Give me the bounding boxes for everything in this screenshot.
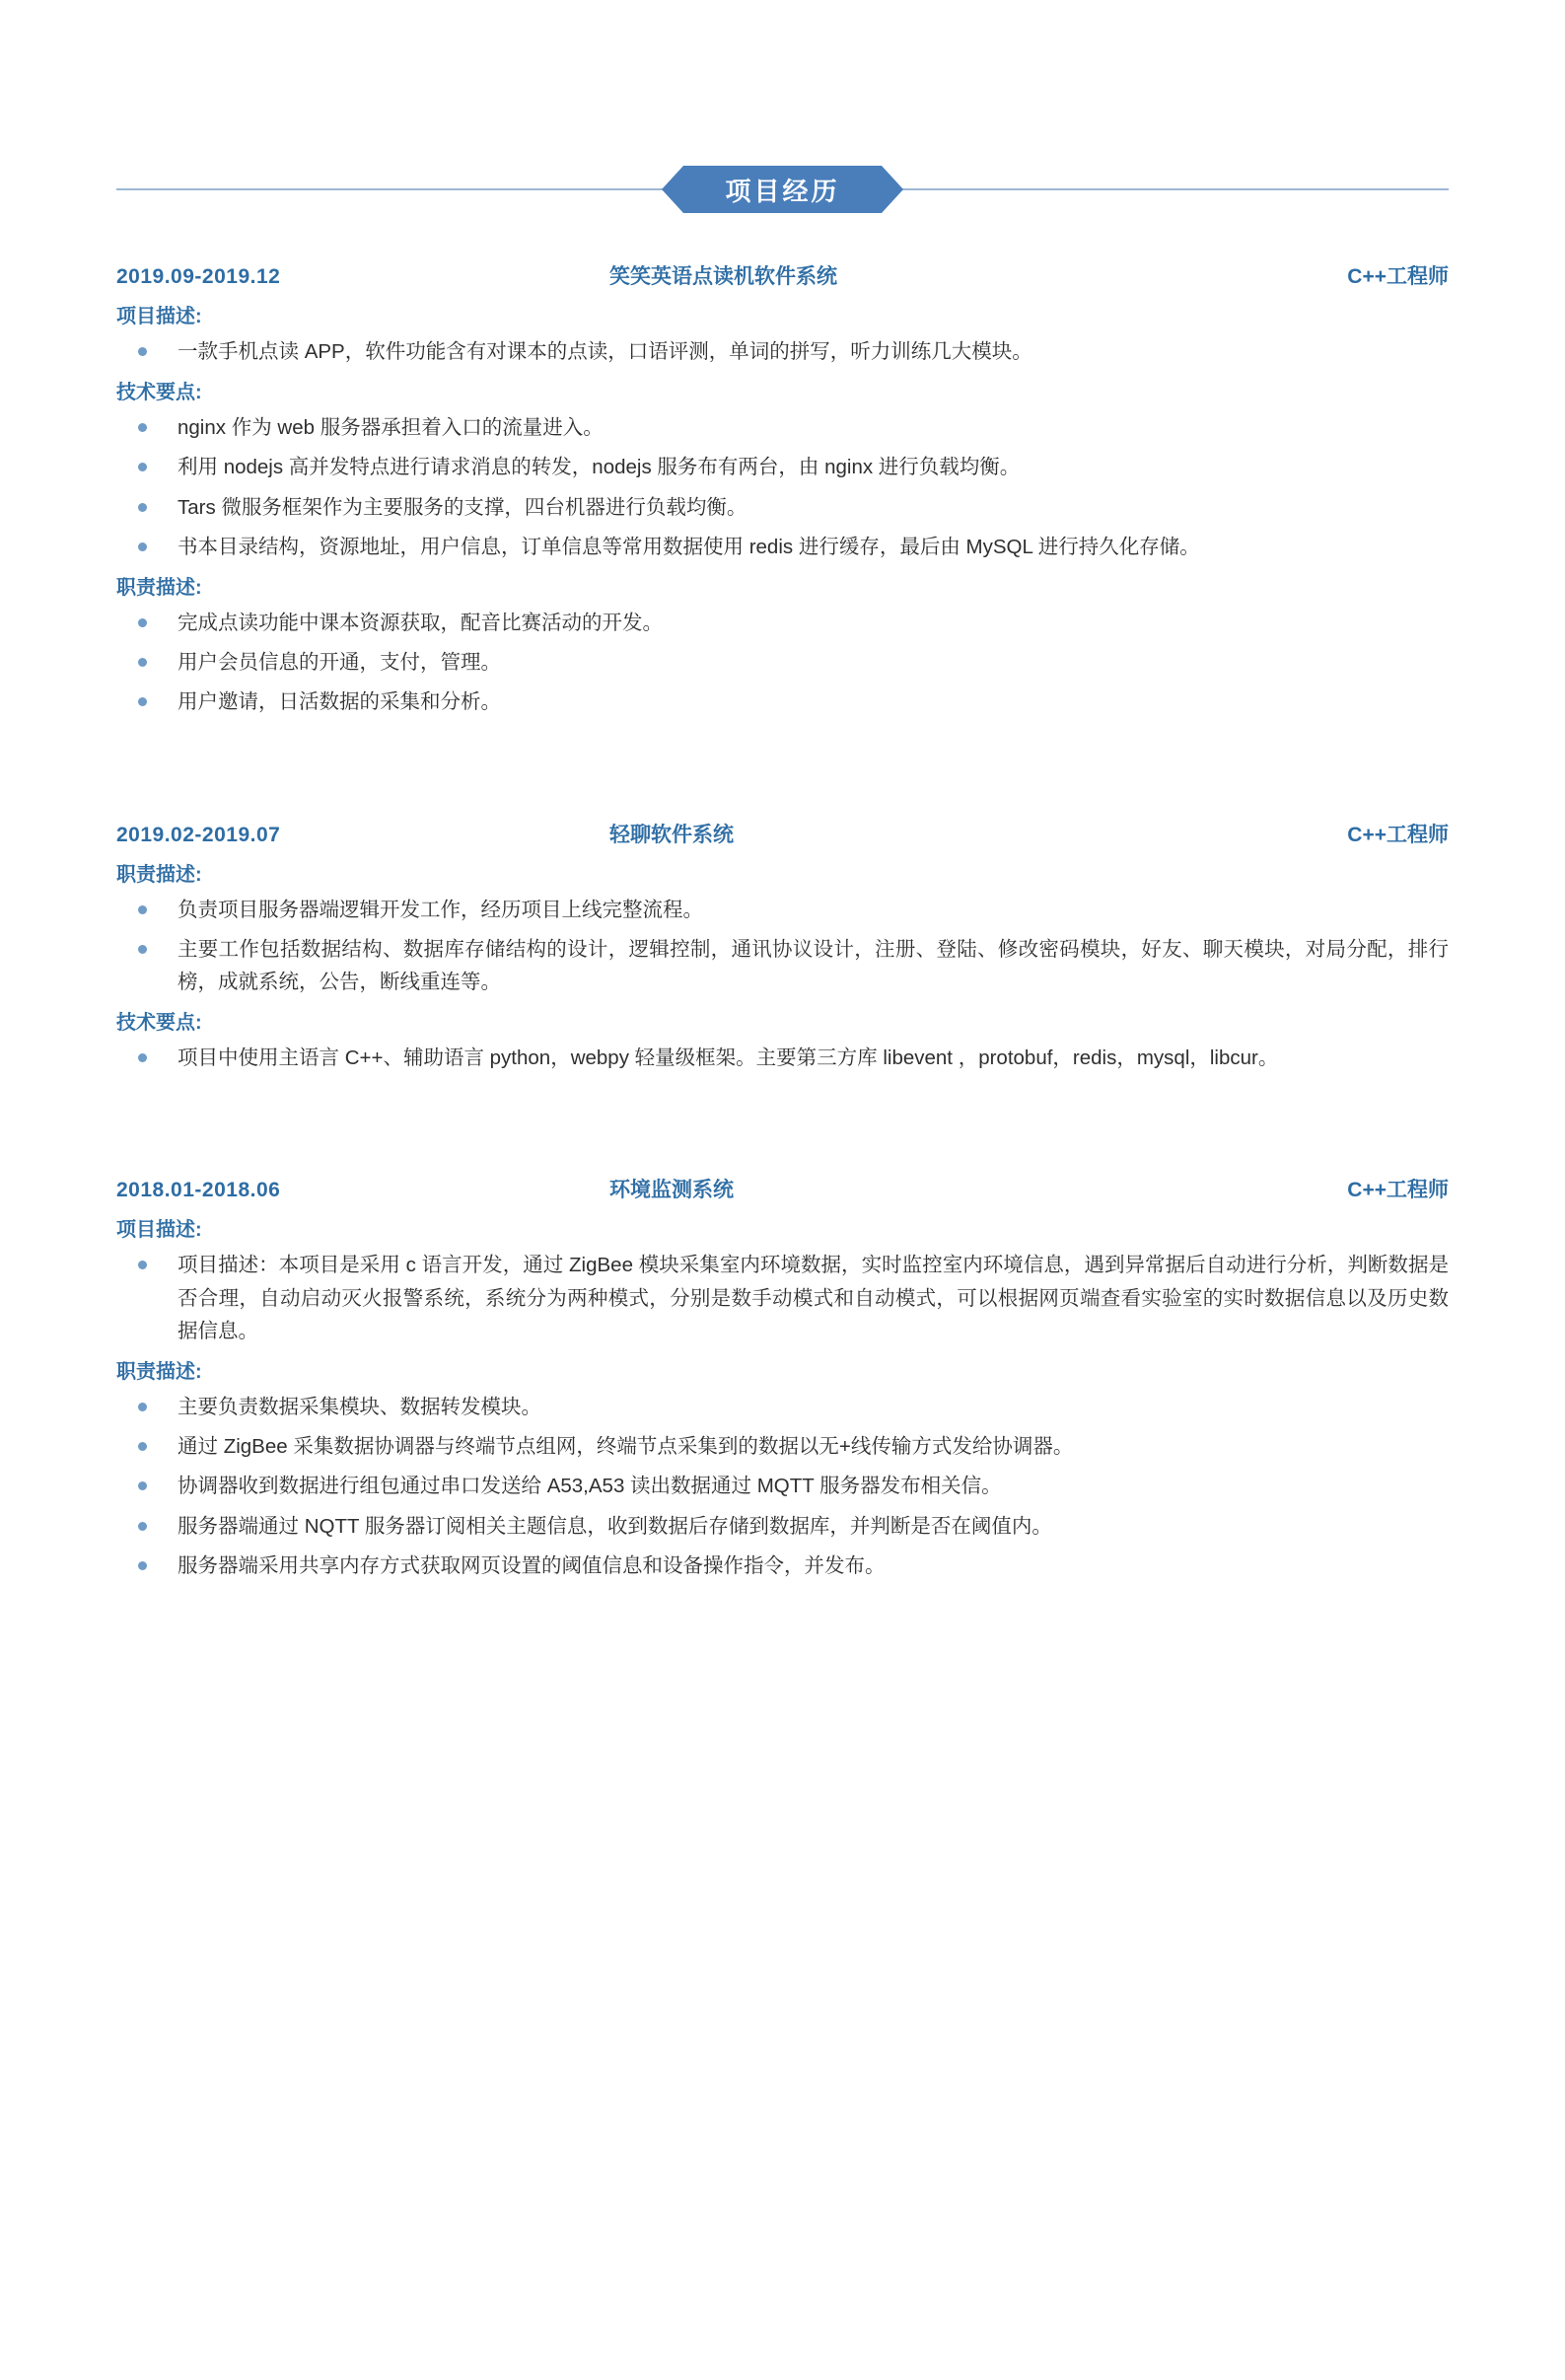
list-item: 主要工作包括数据结构、数据库存储结构的设计，逻辑控制，通讯协议设计，注册、登陆、修改密码模块，好友、聊天模块，对局分配，排行榜，成就系统，公告，断线重连等。 (116, 933, 1449, 998)
section-banner (116, 166, 1449, 213)
block-list (116, 1249, 1449, 1347)
project-role: C++工程师 (1347, 1179, 1449, 1202)
block-list (116, 1042, 1449, 1074)
project-name: 笑笑英语点读机软件系统 (609, 265, 837, 288)
project-entry (116, 819, 1449, 1075)
list-item: 用户会员信息的开通，支付，管理。 (116, 646, 1449, 679)
project-name: 环境监测系统 (609, 1179, 734, 1202)
project-header (116, 1174, 1449, 1203)
block-label: 技术要点: (116, 382, 202, 404)
list-item: nginx 作为 web 服务器承担着入口的流量进入。 (116, 411, 1449, 444)
spacer (116, 1081, 1449, 1126)
project-entry (116, 1174, 1449, 1582)
list-item: 主要负责数据采集模块、数据转发模块。 (116, 1391, 1449, 1423)
block-label: 技术要点: (116, 1012, 202, 1035)
block-label: 项目描述: (116, 1219, 202, 1242)
project-role: C++工程师 (1347, 823, 1449, 846)
list-item: 利用 nodejs 高并发特点进行请求消息的转发，nodejs 服务布有两台，由 nginx 进行负载均衡。 (116, 451, 1449, 483)
block-label: 职责描述: (116, 1361, 202, 1384)
project-date: 2018.01-2018.06 (116, 1179, 281, 1202)
block-label: 职责描述: (116, 863, 202, 886)
block-list (116, 411, 1449, 563)
block-list (116, 894, 1449, 999)
list-item: 服务器端通过 NQTT 服务器订阅相关主题信息，收到数据后存储到数据库，并判断是否在阈值内。 (116, 1510, 1449, 1543)
resume-page (0, 166, 1565, 2380)
list-item: 通过 ZigBee 采集数据协调器与终端节点组网，终端节点采集到的数据以无+线传输方式发给协调器。 (116, 1430, 1449, 1463)
project-date: 2019.09-2019.12 (116, 265, 281, 288)
list-item: 一款手机点读 APP，软件功能含有对课本的点读，口语评测，单词的拼写，听力训练几大模块。 (116, 335, 1449, 368)
block-list (116, 335, 1449, 368)
project-header (116, 260, 1449, 290)
section-title: 项目经历 (683, 166, 881, 213)
list-item: Tars 微服务框架作为主要服务的支撑，四台机器进行负载均衡。 (116, 491, 1449, 524)
project-role: C++工程师 (1347, 265, 1449, 288)
banner-arrow-right-icon (882, 166, 903, 213)
block-label: 项目描述: (116, 306, 202, 327)
list-item: 负责项目服务器端逻辑开发工作，经历项目上线完整流程。 (116, 894, 1449, 926)
project-entry (116, 260, 1449, 719)
list-item: 项目描述：本项目是采用 c 语言开发，通过 ZigBee 模块采集室内环境数据，实时监控室内环境信息，遇到异常据后自动进行分析，判断数据是否合理，自动启动灭火报警系统，系统分为两种模式，分别是数手动模式和自动模式，可以根据网页端查看实验室的实时数据信息以及历史数据信息。 (116, 1249, 1449, 1347)
block-label: 职责描述: (116, 577, 202, 600)
list-item: 项目中使用主语言 C++、辅助语言 python，webpy 轻量级框架。主要第三方库 libevent ，protobuf，redis，mysql，libcur。 (116, 1042, 1449, 1074)
list-item: 协调器收到数据进行组包通过串口发送给 A53,A53 读出数据通过 MQTT 服务器发布相关信。 (116, 1470, 1449, 1502)
block-list (116, 1391, 1449, 1582)
banner-arrow-left-icon (662, 166, 683, 213)
list-item: 用户邀请，日活数据的采集和分析。 (116, 685, 1449, 718)
list-item: 完成点读功能中课本资源获取，配音比赛活动的开发。 (116, 607, 1449, 639)
list-item: 书本目录结构，资源地址，用户信息，订单信息等常用数据使用 redis 进行缓存，最后由 MySQL 进行持久化存储。 (116, 531, 1449, 563)
block-list (116, 607, 1449, 719)
banner-center (662, 166, 902, 213)
project-header (116, 819, 1449, 848)
project-date: 2019.02-2019.07 (116, 823, 281, 846)
spacer (116, 726, 1449, 771)
list-item: 服务器端采用共享内存方式获取网页设置的阈值信息和设备操作指令，并发布。 (116, 1550, 1449, 1582)
project-name: 轻聊软件系统 (609, 823, 734, 846)
